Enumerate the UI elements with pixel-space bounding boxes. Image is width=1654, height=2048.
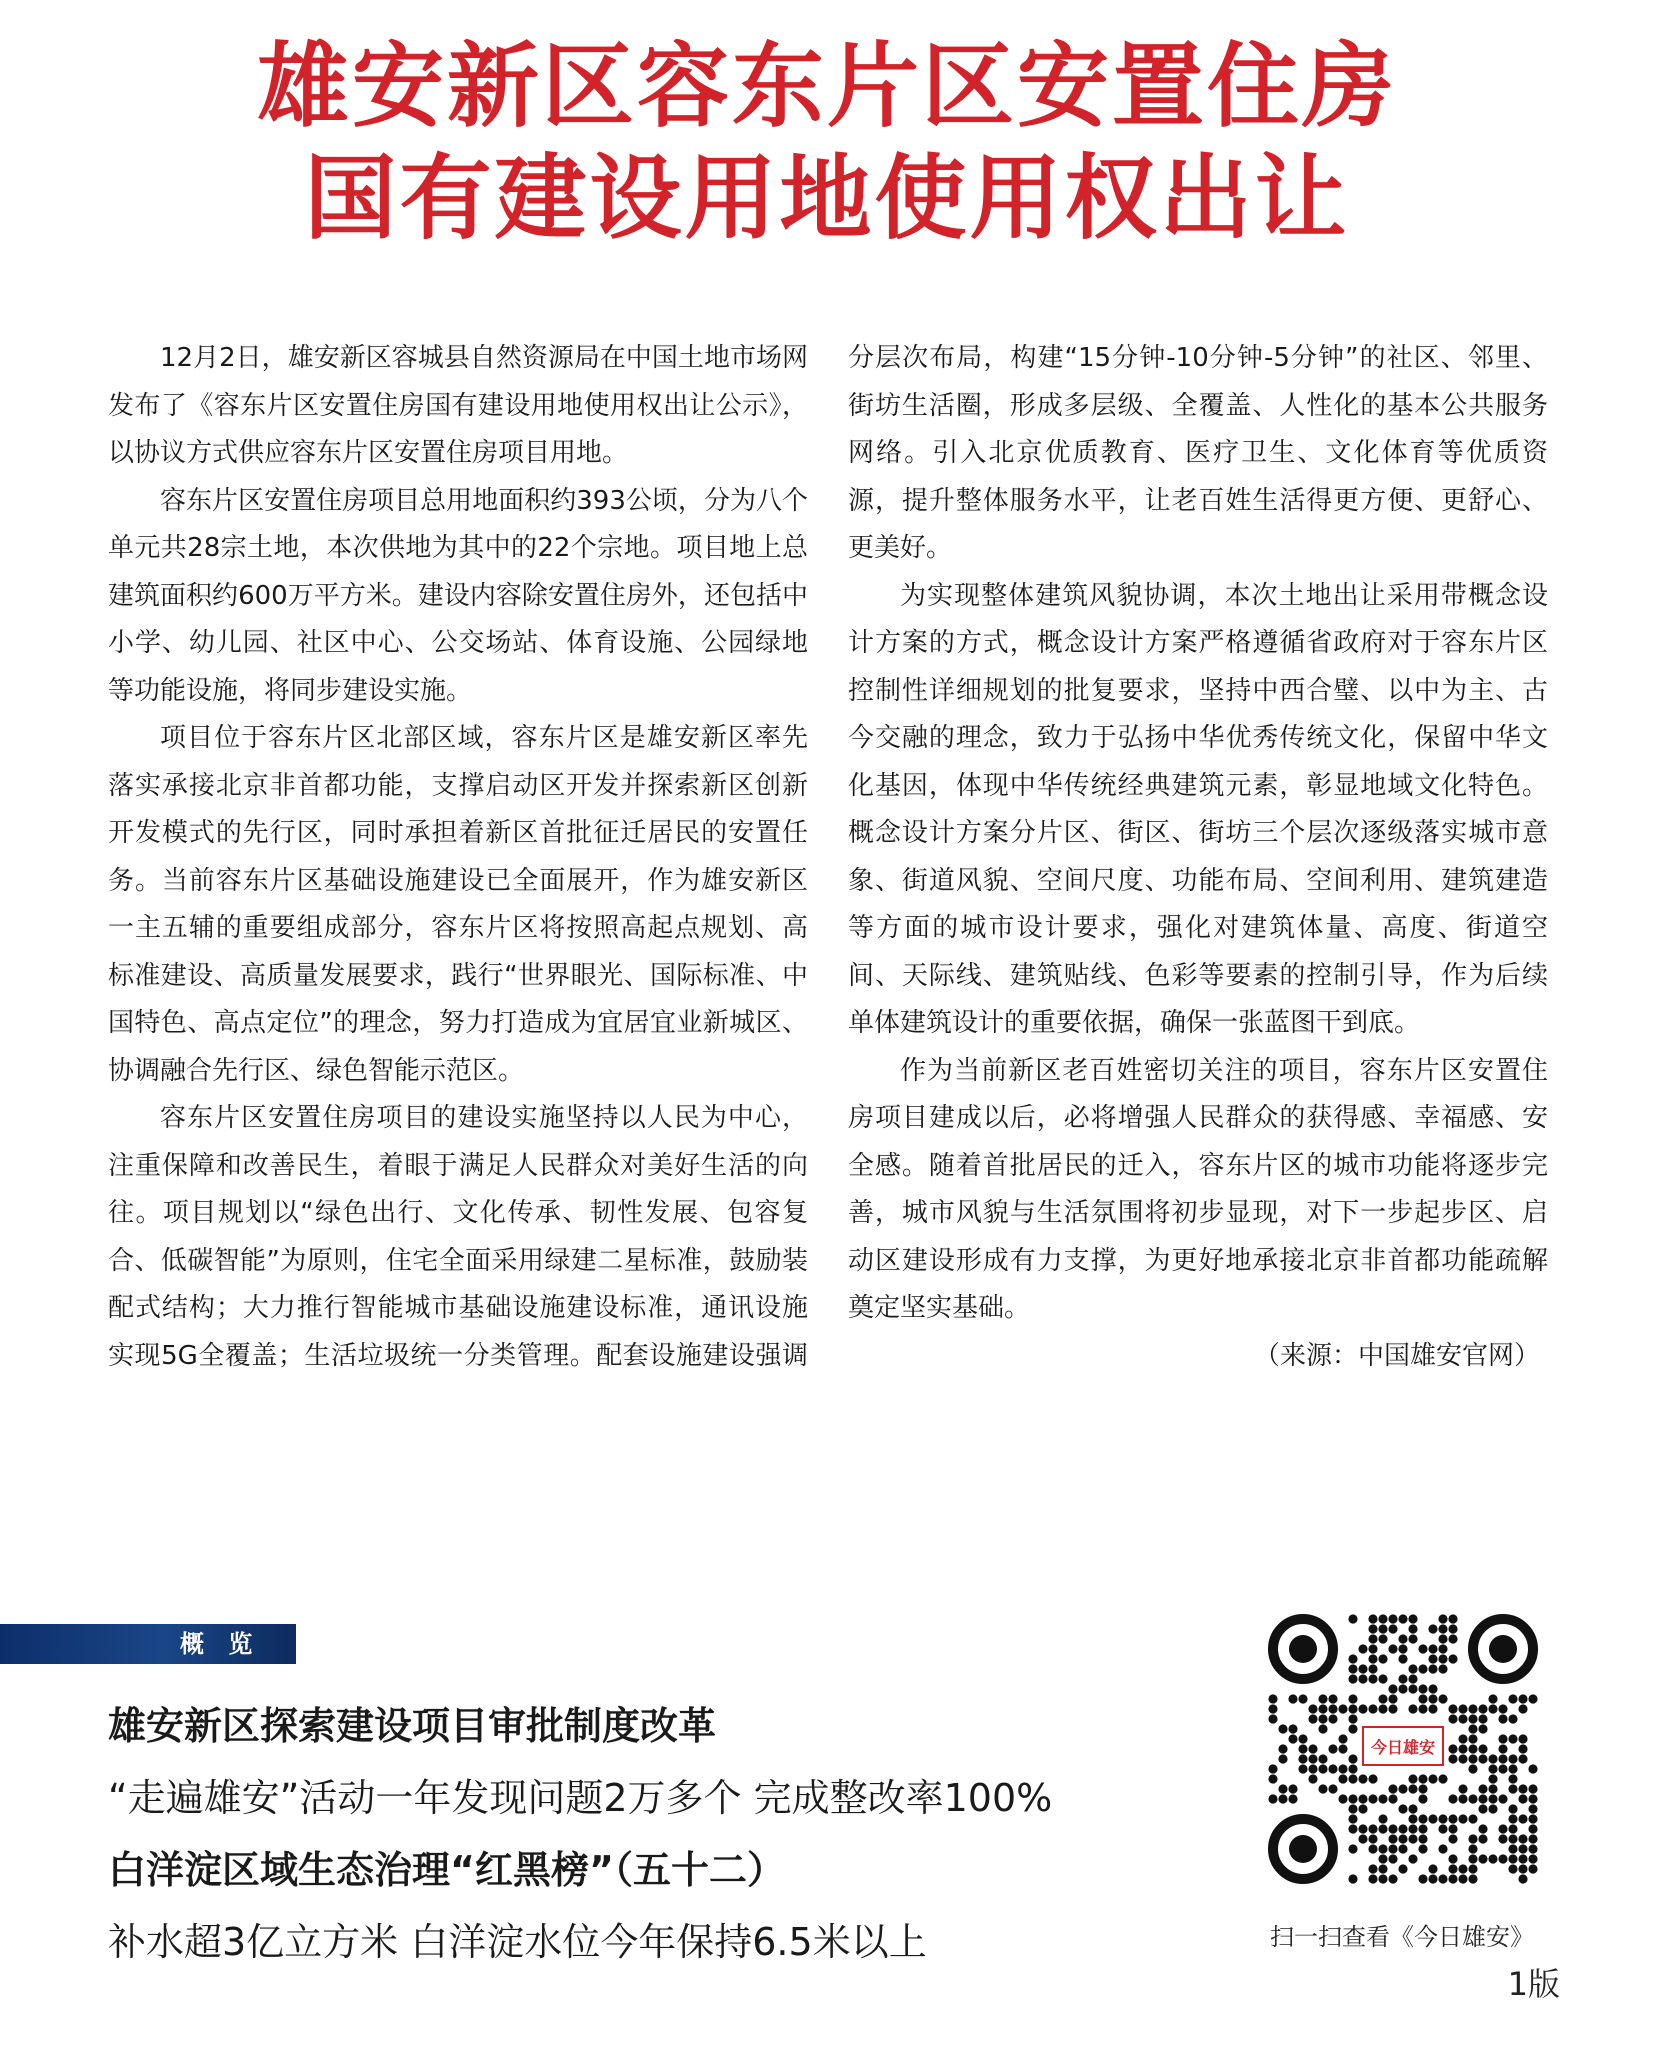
overview-item[interactable]: 白洋淀区域生态治理“红黑榜”（五十二） bbox=[108, 1848, 785, 1892]
article-paragraph: 12月2日，雄安新区容城县自然资源局在中国土地市场网发布了《容东片区安置住房国有建设用地使用权出让公示》，以协议方式供应容东片区安置住房项目用地。 bbox=[108, 343, 808, 468]
overview-item[interactable]: 雄安新区探索建设项目审批制度改革 bbox=[108, 1704, 717, 1748]
page-number: 1版 bbox=[1507, 1965, 1560, 2003]
qr-badge-logo: 今日雄安 bbox=[1362, 1726, 1444, 1766]
article-paragraph: 作为当前新区老百姓密切关注的项目，容东片区安置住房项目建成以后，必将增强人民群众的获得感、幸福感、安全感。随着首批居民的迁入，容东片区的城市功能将逐步完善，城市风貌与生活氛围将初步显现，对下一步起步区、启动区建设形成有力支撑，为更好地承接北京非首都功能疏解奠定坚实基础。 bbox=[848, 1055, 1548, 1323]
article-paragraph: 为实现整体建筑风貌协调，本次土地出让采用带概念设计方案的方式，概念设计方案严格遵循省政府对于容东片区控制性详细规划的批复要求，坚持中西合璧、以中为主、古今交融的理念，致力于弘扬中华优秀传统文化，保留中华文化基因，体现中华传统经典建筑元素，彰显地域文化特色。概念设计方案分片区、街区、街坊三个层次逐级落实城市意象、街道风貌、空间尺度、功能布局、空间利用、建筑建造等方面的城市设计要求，强化对建筑体量、高度、街道空间、天际线、建筑贴线、色彩等要素的控制引导，作为后续单体建筑设计的重要依据，确保一张蓝图干到底。 bbox=[848, 580, 1548, 1038]
article-paragraph: 容东片区安置住房项目总用地面积约393公顷，分为八个单元共28宗土地，本次供地为其中的22个宗地。项目地上总建筑面积约600万平方米。建设内容除安置住房外，还包括中小学、幼儿园、社区中心、公交场站、体育设施、公园绿地等功能设施，将同步建设实施。 bbox=[108, 485, 808, 706]
overview-item[interactable]: 补水超3亿立方米 白洋淀水位今年保持6.5米以上 bbox=[108, 1920, 927, 1964]
headline bbox=[0, 30, 1654, 254]
headline-line-1: 雄安新区容东片区安置住房 bbox=[256, 32, 1397, 140]
overview-tab bbox=[0, 1624, 296, 1664]
overview-label: 概 览 bbox=[180, 1630, 261, 1658]
article-body bbox=[108, 335, 1548, 1395]
article-paragraph: 容东片区安置住房项目的建设实施坚持以人民为中心，注重保障和改善民生，着眼于满足人民群众对美好生活的向往。项目规划以“绿色出行、文化传承、韧性发展、包容复合、低碳智能”为原则，住宅全面采用绿建二星标准，鼓励装配式结构；大力推行智能城市基础设施建设标准，通讯设施实现5G全覆盖；生活垃圾统一分类管理。配套设施建设强调分层次布局，构建“15分钟-10分钟-5分钟”的社区、邻里、街坊生活圈，形成多层级、全覆盖、人性化的基本公共服务网络。引入北京优质教育、医疗卫生、文化体育等优质资源，提升整体服务水平，让老百姓生活得更方便、更舒心、更美好。 bbox=[108, 343, 1548, 1371]
qr-caption: 扫一扫查看《今日雄安》 bbox=[1270, 1923, 1534, 1951]
overview-list bbox=[108, 1690, 1128, 1978]
article-paragraph: 项目位于容东片区北部区域，容东片区是雄安新区率先落实承接北京非首都功能，支撑启动区开发并探索新区创新开发模式的先行区，同时承担着新区首批征迁居民的安置任务。当前容东片区基础设施建设已全面展开，作为雄安新区一主五辅的重要组成部分，容东片区将按照高起点规划、高标准建设、高质量发展要求，践行“世界眼光、国际标准、中国特色、高点定位”的理念，努力打造成为宜居宜业新城区、协调融合先行区、绿色智能示范区。 bbox=[108, 723, 808, 1086]
article-source: （来源：中国雄安官网） bbox=[1253, 1340, 1540, 1371]
overview-item[interactable]: “走遍雄安”活动一年发现问题2万多个 完成整改率100% bbox=[108, 1776, 1053, 1820]
headline-line-2: 国有建设用地使用权出让 bbox=[304, 144, 1350, 252]
qr-code[interactable] bbox=[1268, 1614, 1538, 1884]
